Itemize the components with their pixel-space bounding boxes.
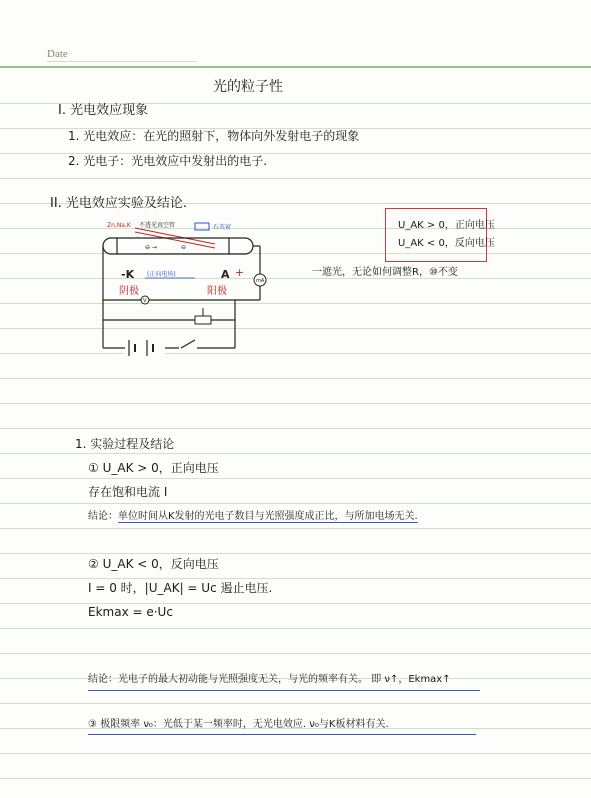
conclusion-tail: 即 ν↑，Ekmax↑ <box>371 674 451 685</box>
item3-text: 光低于某一频率时，无光电效应. <box>162 719 307 730</box>
date-rule <box>47 61 197 62</box>
tube-label: 不透光真空管 <box>139 222 176 229</box>
case2-line1: ② U_AK < 0，反向电压 <box>88 557 219 571</box>
anode-sign: + <box>235 266 245 279</box>
svg-text:mA: mA <box>256 278 265 284</box>
svg-text:⊖ →: ⊖ → <box>145 244 157 251</box>
item3-line <box>88 718 389 732</box>
voltage-box <box>385 208 495 262</box>
box-line1: U_AK > 0，正向电压 <box>398 220 495 231</box>
side-note: 一遮光，无论如何调整R，⑩不变 <box>312 267 458 278</box>
section2-heading: II. 光电效应实验及结论. <box>50 196 188 211</box>
section1-heading: I. 光电效应现象 <box>58 103 149 118</box>
header-rule <box>0 66 591 68</box>
metals-note: Zn,Na,K <box>107 222 131 229</box>
field-label: (正向电场) <box>147 271 176 278</box>
case1-conclusion: 单位时间从K发射的光电子数目与光照强度成正比，与所加电场无关. <box>118 511 418 522</box>
case2-line3: Ekmax = e·Uc <box>88 605 173 619</box>
quartz-window <box>195 223 209 230</box>
svg-text:⊖: ⊖ <box>181 244 187 251</box>
rheostat <box>195 316 211 324</box>
item3-prefix: ③ 极限频率 ν₀： <box>88 719 163 730</box>
conclusion-underline <box>88 690 480 691</box>
case1-conclusion-line <box>88 510 418 524</box>
anode-name: 阳极 <box>207 286 227 297</box>
case1-conclusion-prefix: 结论： <box>88 511 118 522</box>
item3-tail: ν₀与K板材料有关. <box>309 719 389 730</box>
page-title: 光的粒子性 <box>213 79 283 95</box>
date-label: Date <box>47 48 68 60</box>
case1-line2: 存在饱和电流 I <box>88 485 168 499</box>
svg-text:V: V <box>143 298 147 304</box>
case1-line1: ① U_AK > 0，正向电压 <box>88 461 219 475</box>
item3-underline <box>88 734 476 735</box>
cathode-name: 阴极 <box>119 286 139 297</box>
experiment-heading: 1. 实验过程及结论 <box>75 437 175 451</box>
slit-label: 石英窗 <box>213 224 232 231</box>
section1-item2: 2. 光电子：光电效应中发射出的电子. <box>68 154 268 168</box>
section1-item1: 1. 光电效应：在光的照射下，物体向外发射电子的现象 <box>68 129 360 143</box>
anode-label: A <box>221 268 230 281</box>
cathode-label: -K <box>121 268 135 281</box>
case2-line2: I = 0 时，|U_AK| = Uc 遏止电压. <box>88 581 273 595</box>
photoelectric-circuit-diagram <box>95 218 275 358</box>
box-line2: U_AK < 0，反向电压 <box>398 238 495 249</box>
conclusion-line <box>88 673 451 687</box>
conclusion-text: 结论：光电子的最大初动能与光照强度无关，与光的频率有关。 <box>88 674 368 685</box>
